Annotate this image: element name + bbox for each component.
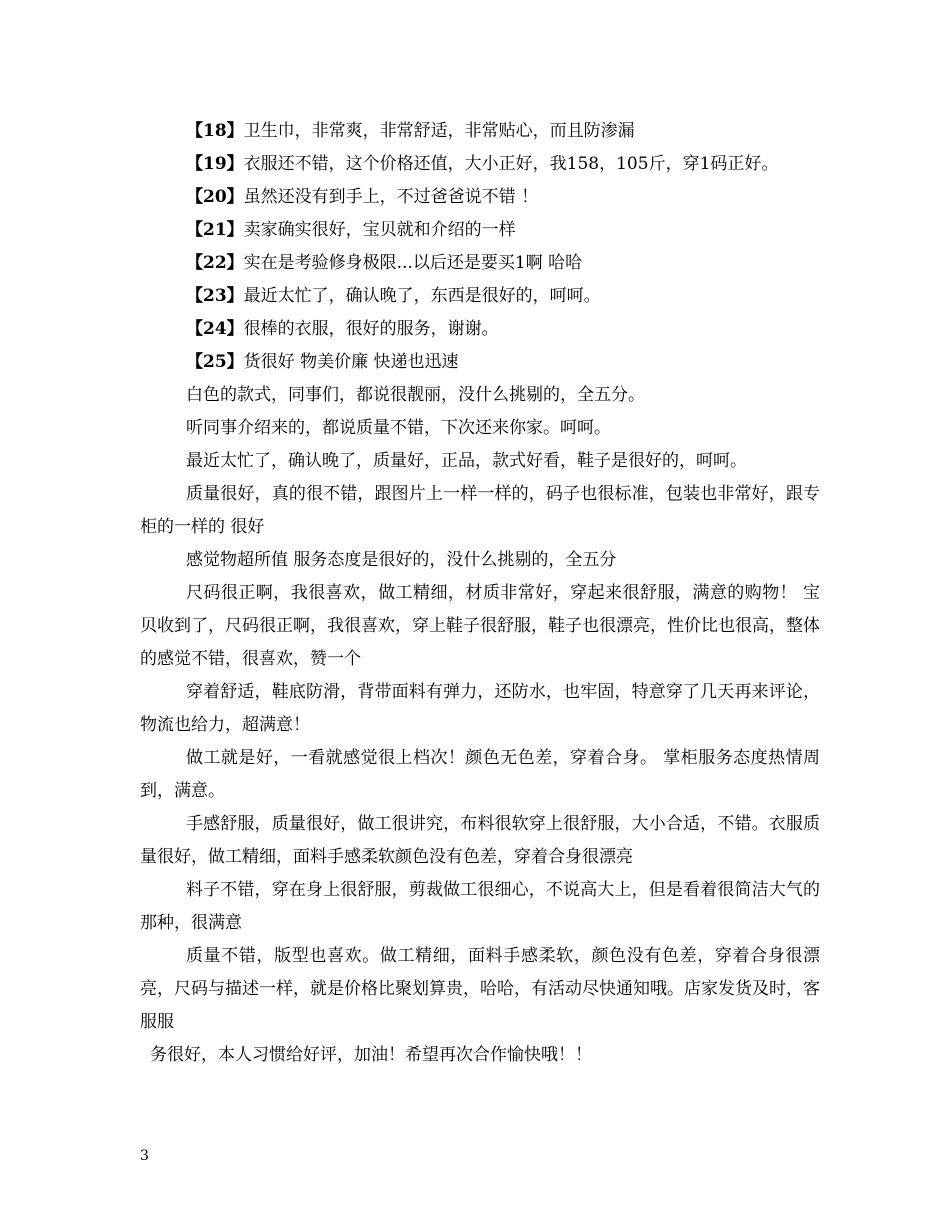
review-item-24: [140, 313, 820, 346]
review-paragraph: 质量很好，真的很不错，跟图片上一样一样的，码子也很标准，包装也非常好，跟专柜的一样的 很好: [140, 484, 820, 537]
review-item-20: [140, 181, 820, 214]
review-item-23: [140, 280, 820, 313]
item-text: 虽然还没有到手上，不过爸爸说不错 ！: [243, 187, 539, 207]
item-number: 【22】: [186, 253, 244, 273]
review-paragraph: 手感舒服，质量很好，做工很讲究，布料很软穿上很舒服，大小合适，不错。衣服质量很好，做工精细，面料手感柔软颜色没有色差，穿着合身很漂亮: [140, 814, 820, 867]
review-paragraph: 质量不错，版型也喜欢。做工精细，面料手感柔软，颜色没有色差，穿着合身很漂亮，尺码与描述一样，就是价格比聚划算贵，哈哈，有活动尽快通知哦。店家发货及时，客服服: [140, 946, 820, 1032]
review-item-21: [140, 214, 820, 247]
review-paragraph: 料子不错，穿在身上很舒服，剪裁做工很细心，不说高大上，但是看着很简洁大气的那种，很满意: [140, 880, 820, 933]
item-number: 【19】: [186, 154, 244, 174]
item-number: 【20】: [186, 187, 244, 207]
document-body: [140, 115, 820, 1072]
review-paragraph: 穿着舒适，鞋底防滑，背带面料有弹力，还防水，也牢固，特意穿了几天再来评论，物流也给力，超满意！: [140, 682, 820, 735]
page-number: 3: [140, 1148, 149, 1164]
item-text: 卫生巾，非常爽，非常舒适，非常贴心，而且防渗漏: [243, 121, 635, 141]
review-item-19: [140, 148, 820, 181]
review-paragraph-continuation: 务很好，本人习惯给好评，加油！希望再次合作愉快哦！！: [150, 1045, 592, 1065]
review-paragraph: 尺码很正啊，我很喜欢，做工精细，材质非常好，穿起来很舒服，满意的购物！ 宝贝收到了，尺码很正啊，我很喜欢，穿上鞋子很舒服，鞋子也很漂亮，性价比也很高，整体的感觉不错，很喜欢，赞一个: [140, 583, 820, 669]
item-number: 【18】: [186, 121, 244, 141]
item-number: 【25】: [186, 352, 244, 372]
review-paragraph: 白色的款式，同事们，都说很靓丽，没什么挑剔的，全五分。: [186, 385, 645, 405]
item-text: 很棒的衣服，很好的服务，谢谢。: [243, 319, 499, 339]
review-paragraph: 听同事介绍来的，都说质量不错，下次还来你家。呵呵。: [186, 418, 611, 438]
item-number: 【21】: [186, 220, 244, 240]
item-text: 卖家确实很好，宝贝就和介绍的一样: [243, 220, 516, 240]
review-paragraph: 感觉物超所值 服务态度是很好的，没什么挑剔的，全五分: [186, 550, 617, 570]
item-text: 实在是考验修身极限...以后还是要买1啊 哈哈: [243, 253, 583, 273]
item-number: 【24】: [186, 319, 244, 339]
item-number: 【23】: [186, 286, 244, 306]
item-text: 货很好 物美价廉 快递也迅速: [243, 352, 459, 372]
review-paragraph: 做工就是好，一看就感觉很上档次！颜色无色差，穿着合身。 掌柜服务态度热情周到，满意。: [140, 748, 820, 801]
review-item-22: [140, 247, 820, 280]
item-text: 衣服还不错，这个价格还值，大小正好，我158，105斤，穿1码正好。: [243, 154, 779, 174]
item-text: 最近太忙了，确认晚了，东西是很好的，呵呵。: [243, 286, 601, 306]
review-item-25: [140, 346, 820, 379]
review-item-18: [140, 115, 820, 148]
review-paragraph: 最近太忙了，确认晚了，质量好，正品，款式好看，鞋子是很好的，呵呵。: [186, 451, 747, 471]
